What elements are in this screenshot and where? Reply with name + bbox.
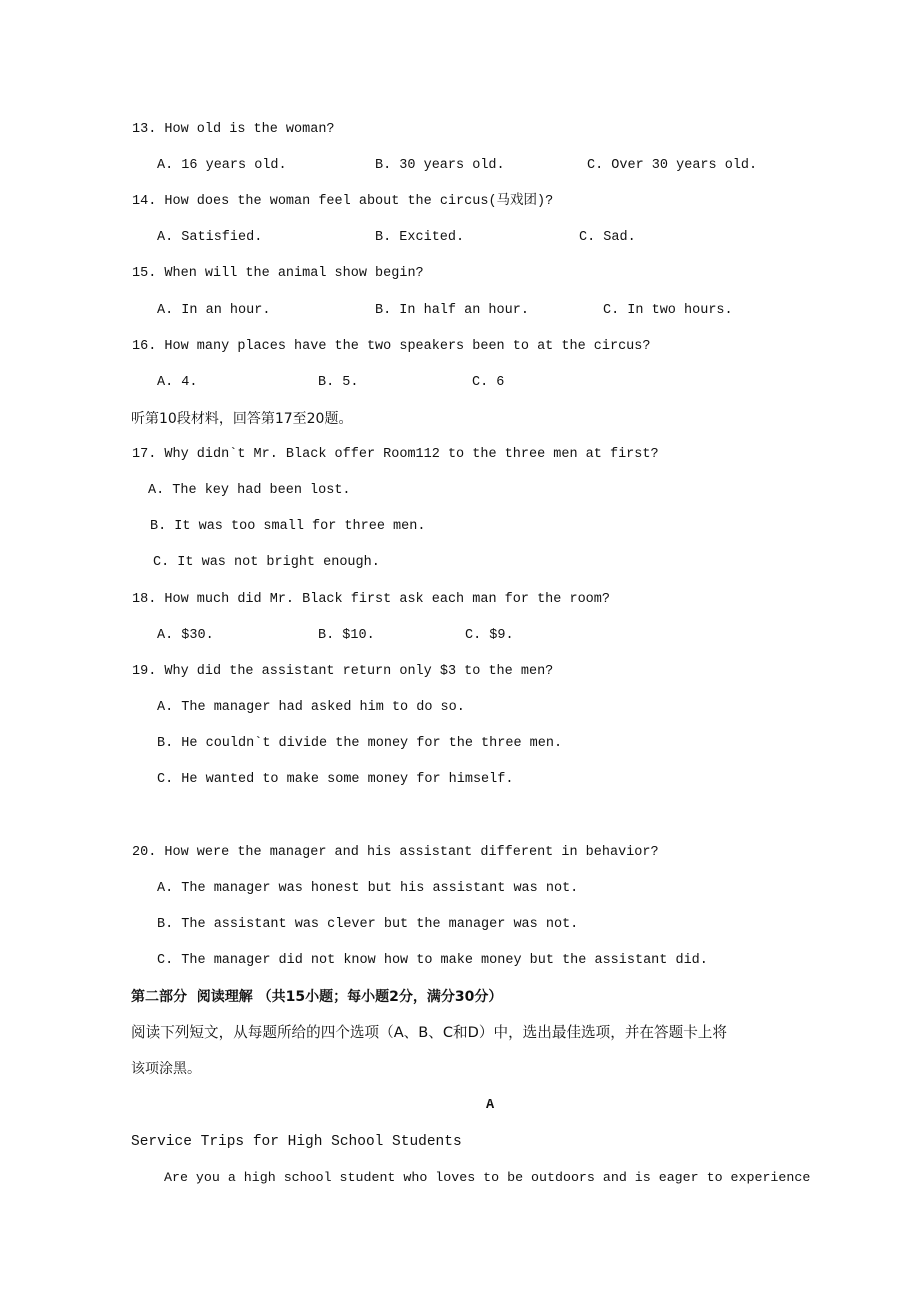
option-c: C. Sad. <box>579 230 636 245</box>
passage-label: A <box>486 1098 495 1113</box>
option-c: C. It was not bright enough. <box>153 555 380 570</box>
option-a: A. 16 years old. <box>157 158 287 173</box>
section-title: 第二部分 阅读理解 （共15小题；每小题2分，满分30分） <box>131 989 503 1005</box>
option-a: A. The manager had asked him to do so. <box>157 700 465 715</box>
question-text: 20. How were the manager and his assistant different in behavior? <box>132 845 659 860</box>
option-b: B. 30 years old. <box>375 158 505 173</box>
option-a: A. The key had been lost. <box>148 483 351 498</box>
option-a: A. $30. <box>157 628 214 643</box>
instructions-cont: 该项涂黑。 <box>131 1061 201 1077</box>
option-b: B. Excited. <box>375 230 465 245</box>
instructions: 阅读下列短文，从每题所给的四个选项（A、B、C和D）中，选出最佳选项，并在答题卡上将 <box>131 1024 727 1041</box>
question-text: 13. How old is the woman? <box>132 122 335 137</box>
question-text: 18. How much did Mr. Black first ask each man for the room? <box>132 592 610 607</box>
option-c: C. The manager did not know how to make money but the assistant did. <box>157 953 708 968</box>
option-a: A. 4. <box>157 375 198 390</box>
question-text: 17. Why didn`t Mr. Black offer Room112 to the three men at first? <box>132 447 659 462</box>
question-text: 19. Why did the assistant return only $3 to the men? <box>132 664 554 679</box>
option-b: B. The assistant was clever but the manager was not. <box>157 917 579 932</box>
option-a: A. The manager was honest but his assistant was not. <box>157 881 579 896</box>
option-c: C. In two hours. <box>603 303 733 318</box>
option-b: B. He couldn`t divide the money for the three men. <box>157 736 563 751</box>
question-text: 15. When will the animal show begin? <box>132 266 424 281</box>
option-b: B. In half an hour. <box>375 303 529 318</box>
option-b: B. 5. <box>318 375 359 390</box>
question-text: 16. How many places have the two speakers been to at the circus? <box>132 339 651 354</box>
option-c: C. He wanted to make some money for himself. <box>157 772 514 787</box>
option-c: C. 6 <box>472 375 505 390</box>
option-c: C. $9. <box>465 628 514 643</box>
passage-text: Are you a high school student who loves to be outdoors and is eager to experience <box>164 1170 811 1185</box>
option-a: A. Satisfied. <box>157 230 263 245</box>
option-b: B. It was too small for three men. <box>150 519 426 534</box>
material-instruction: 听第10段材料，回答第17至20题。 <box>131 411 353 427</box>
option-c: C. Over 30 years old. <box>587 158 758 173</box>
option-b: B. $10. <box>318 628 375 643</box>
passage-title: Service Trips for High School Students <box>131 1134 462 1150</box>
question-text: 14. How does the woman feel about the circus(马戏团)? <box>132 194 554 209</box>
option-a: A. In an hour. <box>157 303 271 318</box>
